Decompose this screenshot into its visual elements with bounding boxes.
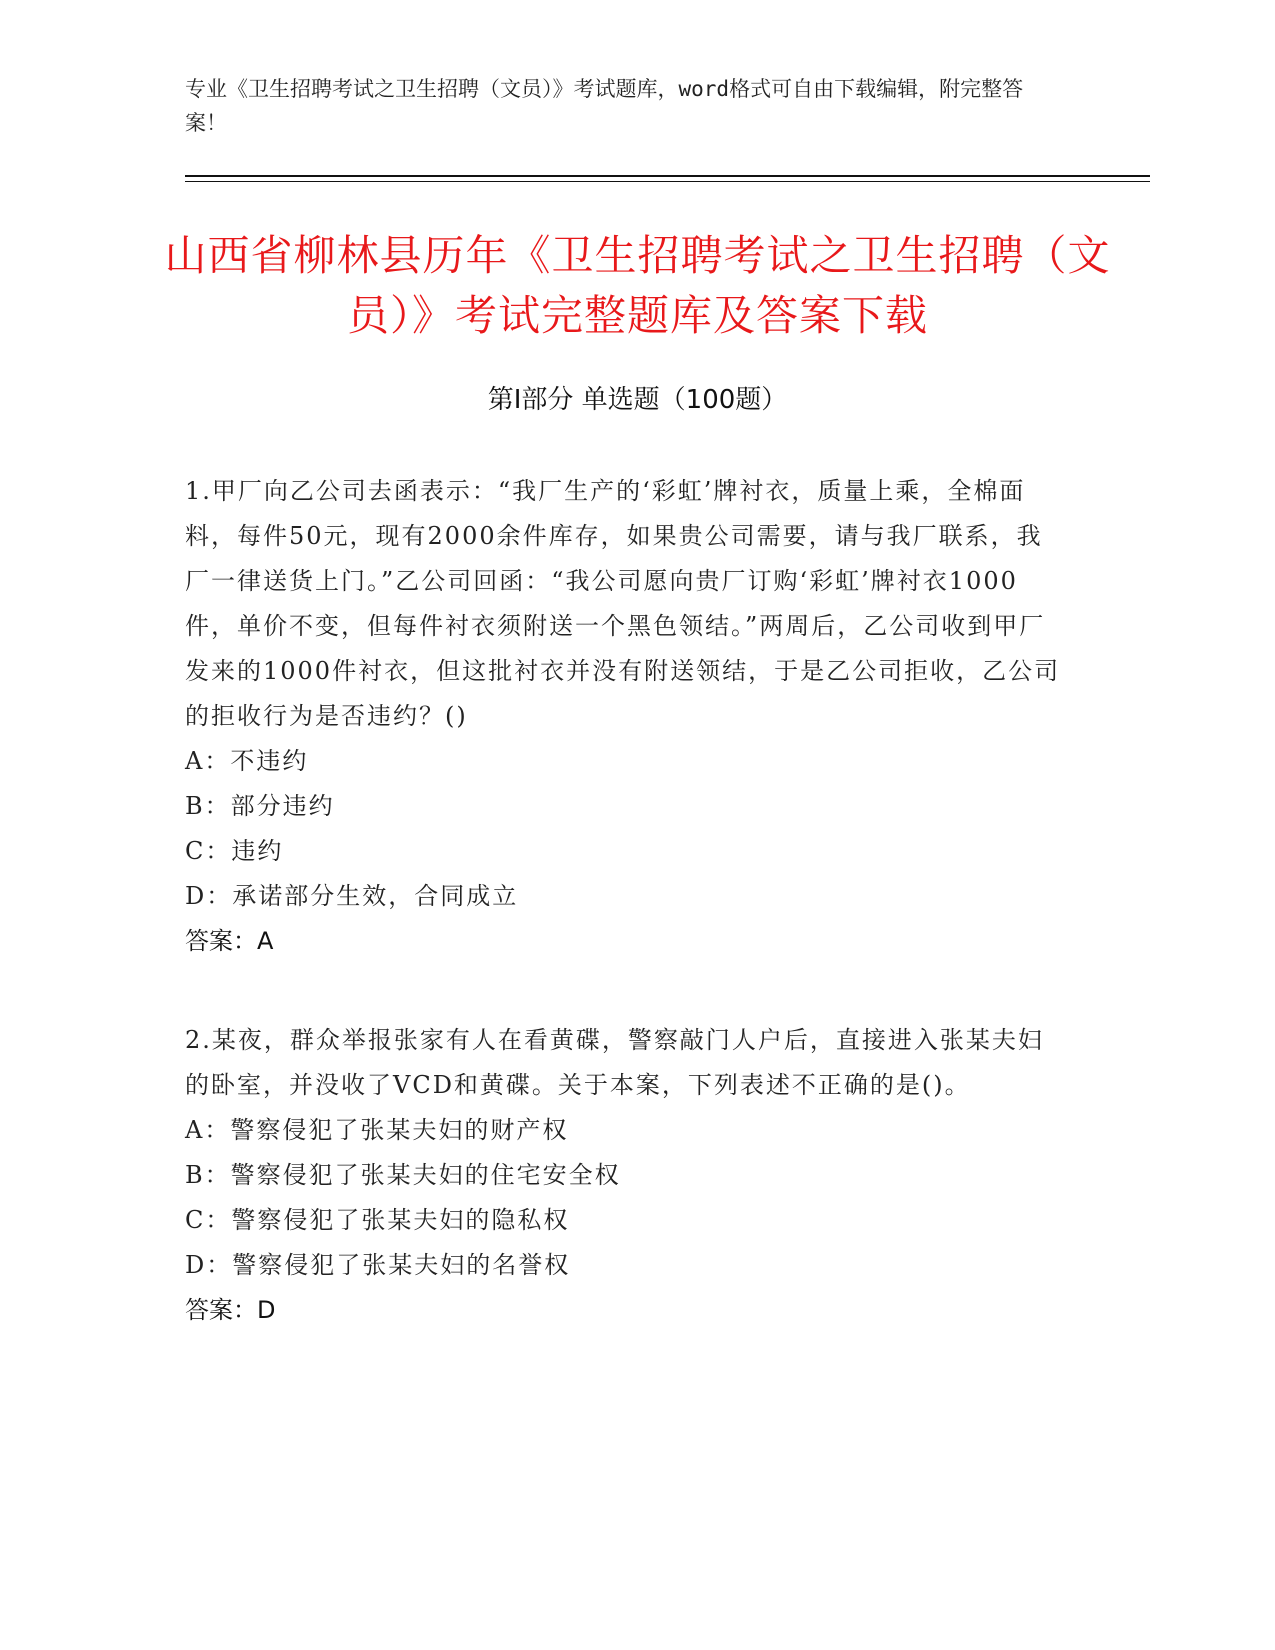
header-note: 专业《卫生招聘考试之卫生招聘（文员）》考试题库，word格式可自由下载编辑，附完整答案！ — [185, 77, 1024, 135]
header-rule-thick — [185, 175, 1150, 177]
option-b: B：警察侵犯了张某夫妇的住宅安全权 — [185, 1161, 621, 1189]
option-d: D：承诺部分生效，合同成立 — [185, 882, 519, 910]
question-1 — [185, 469, 1065, 964]
answer: 答案：A — [185, 927, 274, 955]
question-stem: 1.甲厂向乙公司去函表示：“我厂生产的‘彩虹’牌衬衣，质量上乘，全棉面料，每件50元，现有2000余件库存，如果贵公司需要，请与我厂联系，我厂一律送货上门。”乙公司回函：“我公司愿向贵厂订购‘彩虹’牌衬衣1000件，单价不变，但每件衬衣须附送一个黑色领结。”两周后，乙公司收到甲厂发来的1000件衬衣，但这批衬衣并没有附送领结，于是乙公司拒收，乙公司的拒收行为是否违约？() — [185, 477, 1061, 730]
question-stem: 2.某夜，群众举报张家有人在看黄碟，警察敲门人户后，直接进入张某夫妇的卧室，并没收了VCD和黄碟。关于本案，下列表述不正确的是()。 — [185, 1026, 1044, 1099]
question-2 — [185, 1018, 1065, 1333]
option-a: A：警察侵犯了张某夫妇的财产权 — [185, 1116, 569, 1144]
option-c: C：警察侵犯了张某夫妇的隐私权 — [185, 1206, 570, 1234]
answer: 答案：D — [185, 1296, 276, 1324]
option-c: C：违约 — [185, 837, 284, 865]
section-heading: 第Ⅰ部分 单选题（100题） — [487, 385, 788, 415]
option-d: D：警察侵犯了张某夫妇的名誉权 — [185, 1251, 571, 1279]
document-title: 山西省柳林县历年《卫生招聘考试之卫生招聘（文员）》考试完整题库及答案下载 — [164, 231, 1111, 340]
header-rule-thin — [185, 181, 1150, 182]
option-a: A：不违约 — [185, 747, 309, 775]
option-b: B：部分违约 — [185, 792, 335, 820]
